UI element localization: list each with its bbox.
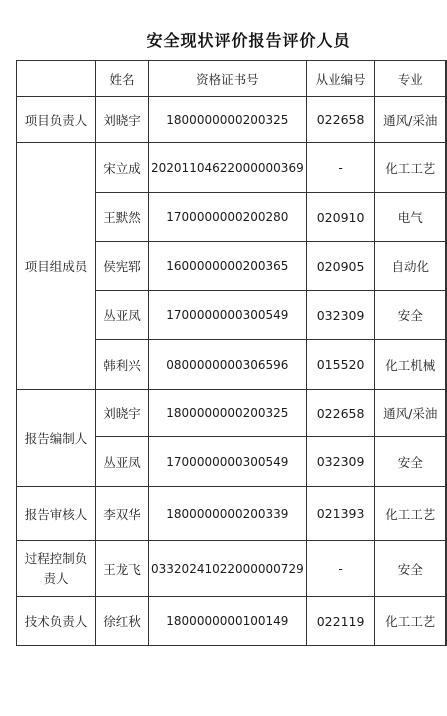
name-cell: 韩利兴 [95, 340, 148, 390]
cert-cell: 1800000000200339 [149, 487, 307, 541]
table-row [17, 487, 447, 541]
cert-cell: 1700000000300549 [149, 291, 307, 340]
cert-cell: 03320241022000000729 [149, 541, 307, 597]
number-cell: 022119 [306, 597, 375, 646]
table-row [17, 97, 447, 143]
name-cell: 李双华 [95, 487, 148, 541]
name-cell: 侯宪郓 [95, 242, 148, 291]
specialty-cell: 安全 [375, 541, 446, 597]
number-cell: 022658 [306, 97, 375, 143]
cert-cell: 1700000000200280 [149, 193, 307, 242]
cert-cell: 1700000000300549 [149, 437, 307, 487]
table-row [17, 390, 447, 437]
specialty-cell: 安全 [375, 291, 446, 340]
name-cell: 徐红秋 [95, 597, 148, 646]
name-cell: 丛亚凤 [95, 437, 148, 487]
number-cell: 021393 [306, 487, 375, 541]
personnel-table [16, 60, 447, 646]
cert-cell: 1600000000200365 [149, 242, 307, 291]
cert-cell: 1800000000200325 [149, 390, 307, 437]
table-header-row [17, 61, 447, 97]
role-cell: 过程控制负责人 [17, 541, 96, 597]
specialty-cell: 化工工艺 [375, 487, 446, 541]
header-cert: 资格证书号 [149, 61, 307, 97]
specialty-cell: 通风/采油 [375, 390, 446, 437]
specialty-cell: 安全 [375, 437, 446, 487]
cert-cell: 20201104622000000369 [149, 143, 307, 193]
specialty-cell: 自动化 [375, 242, 446, 291]
header-role [17, 61, 96, 97]
document-title: 安全现状评价报告评价人员 [146, 31, 351, 50]
table-row [17, 597, 447, 646]
specialty-cell: 电气 [375, 193, 446, 242]
role-cell: 项目负责人 [17, 97, 96, 143]
role-cell: 技术负责人 [17, 597, 96, 646]
specialty-cell: 化工工艺 [375, 597, 446, 646]
specialty-cell: 化工机械 [375, 340, 446, 390]
number-cell: 015520 [306, 340, 375, 390]
cert-cell: 1800000000200325 [149, 97, 307, 143]
role-cell: 报告审核人 [17, 487, 96, 541]
number-cell: 020910 [306, 193, 375, 242]
name-cell: 王默然 [95, 193, 148, 242]
role-cell: 项目组成员 [17, 143, 96, 390]
name-cell: 宋立成 [95, 143, 148, 193]
number-cell: 020905 [306, 242, 375, 291]
specialty-cell: 通风/采油 [375, 97, 446, 143]
header-name: 姓名 [95, 61, 148, 97]
number-cell: - [306, 143, 375, 193]
role-cell: 报告编制人 [17, 390, 96, 487]
table-row [17, 541, 447, 597]
cert-cell: 1800000000100149 [149, 597, 307, 646]
name-cell: 刘晓宇 [95, 97, 148, 143]
number-cell: 022658 [306, 390, 375, 437]
header-spec: 专业 [375, 61, 446, 97]
cert-cell: 0800000000306596 [149, 340, 307, 390]
number-cell: 032309 [306, 437, 375, 487]
name-cell: 丛亚凤 [95, 291, 148, 340]
number-cell: 032309 [306, 291, 375, 340]
table-row [17, 143, 447, 193]
specialty-cell: 化工工艺 [375, 143, 446, 193]
name-cell: 王龙飞 [95, 541, 148, 597]
number-cell: - [306, 541, 375, 597]
header-no: 从业编号 [306, 61, 375, 97]
name-cell: 刘晓宇 [95, 390, 148, 437]
